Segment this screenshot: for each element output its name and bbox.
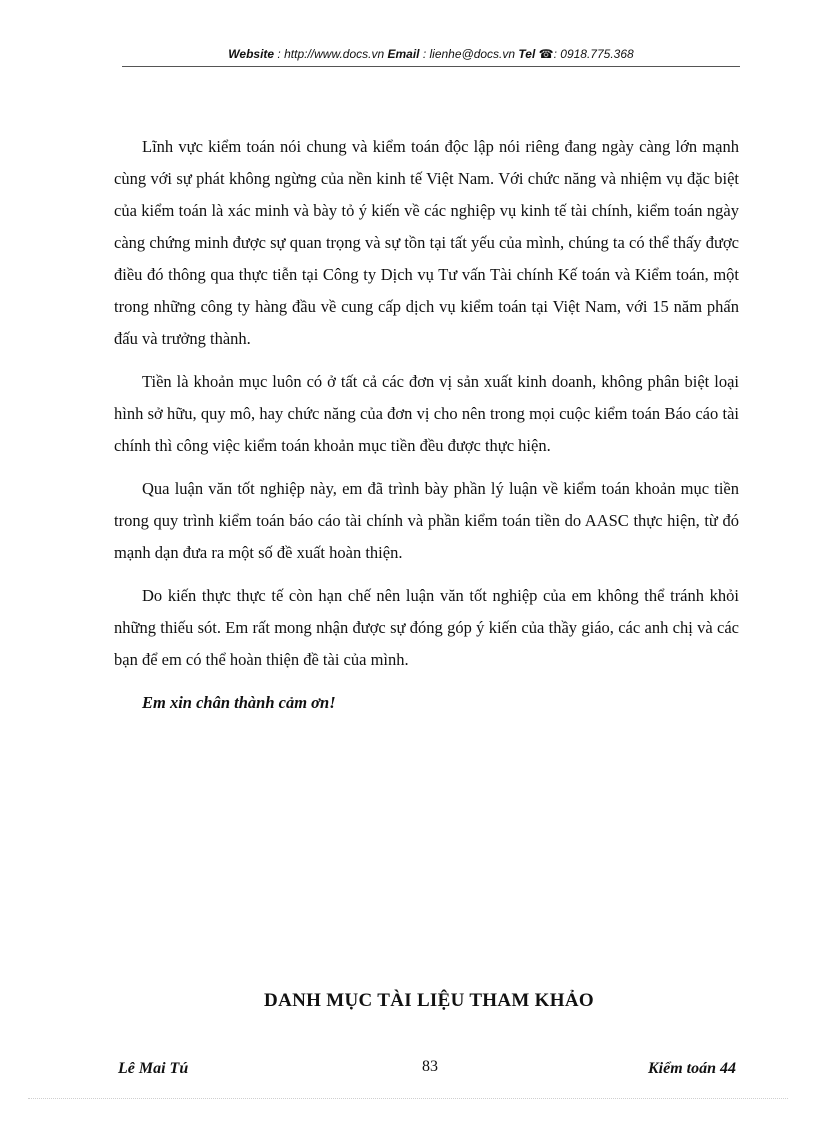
document-body bbox=[114, 131, 739, 719]
website-value: : http://www.docs.vn bbox=[274, 47, 388, 61]
footer-class: Kiểm toán 44 bbox=[647, 1060, 736, 1077]
section-title: DANH MỤC TÀI LIỆU THAM KHẢO bbox=[264, 990, 594, 1011]
email-label: Email bbox=[387, 47, 420, 61]
tel-value: : 0918.775.368 bbox=[553, 47, 634, 61]
phone-icon: ☎ bbox=[538, 47, 554, 61]
page-header bbox=[122, 47, 740, 61]
footer-author: Lê Mai Tú bbox=[118, 1060, 189, 1077]
email-value: : lienhe@docs.vn bbox=[419, 47, 519, 61]
page-bottom-divider bbox=[28, 1098, 788, 1099]
paragraph-1: Lĩnh vực kiểm toán nói chung và kiểm toán độc lập nói riêng đang ngày càng lớn mạnh cùng với sự phát không ngừng của nền kinh tế Việt Nam. Với chức năng và nhiệm vụ đặc biệt của kiểm toán là xác minh và bày tỏ ý kiến về các nghiệp vụ kinh tế tài chính, kiểm toán ngày càng chứng minh được sự quan trọng và sự tồn tại tất yếu của mình, chúng ta có thể thấy được điều đó thông qua thực tiễn tại Công ty Dịch vụ Tư vấn Tài chính Kế toán và Kiểm toán, một trong những công ty hàng đầu về cung cấp dịch vụ kiểm toán tại Việt Nam, với 15 năm phấn đấu và trưởng thành. bbox=[114, 137, 739, 348]
paragraph-2: Tiền là khoản mục luôn có ở tất cả các đơn vị sản xuất kinh doanh, không phân biệt loại hình sở hữu, quy mô, hay chức năng của đơn vị cho nên trong mọi cuộc kiểm toán Báo cáo tài chính thì công việc kiểm toán khoản mục tiền đều được thực hiện. bbox=[114, 372, 739, 455]
paragraph-4: Do kiến thực thực tế còn hạn chế nên luận văn tốt nghiệp của em không thể tránh khỏi những thiếu sót. Em rất mong nhận được sự đóng góp ý kiến của thầy giáo, các anh chị và các bạn để em có thể hoàn thiện đề tài của mình. bbox=[114, 586, 739, 669]
tel-label: Tel bbox=[518, 47, 536, 61]
header-divider bbox=[122, 66, 740, 67]
paragraph-3: Qua luận văn tốt nghiệp này, em đã trình bày phần lý luận về kiểm toán khoản mục tiền trong quy trình kiểm toán báo cáo tài chính và phần kiểm toán tiền do AASC thực hiện, từ đó mạnh dạn đưa ra một số đề xuất hoàn thiện. bbox=[114, 479, 739, 562]
website-label: Website bbox=[228, 47, 275, 61]
closing-line: Em xin chân thành cảm ơn! bbox=[142, 693, 336, 712]
page-number: 83 bbox=[422, 1058, 438, 1075]
